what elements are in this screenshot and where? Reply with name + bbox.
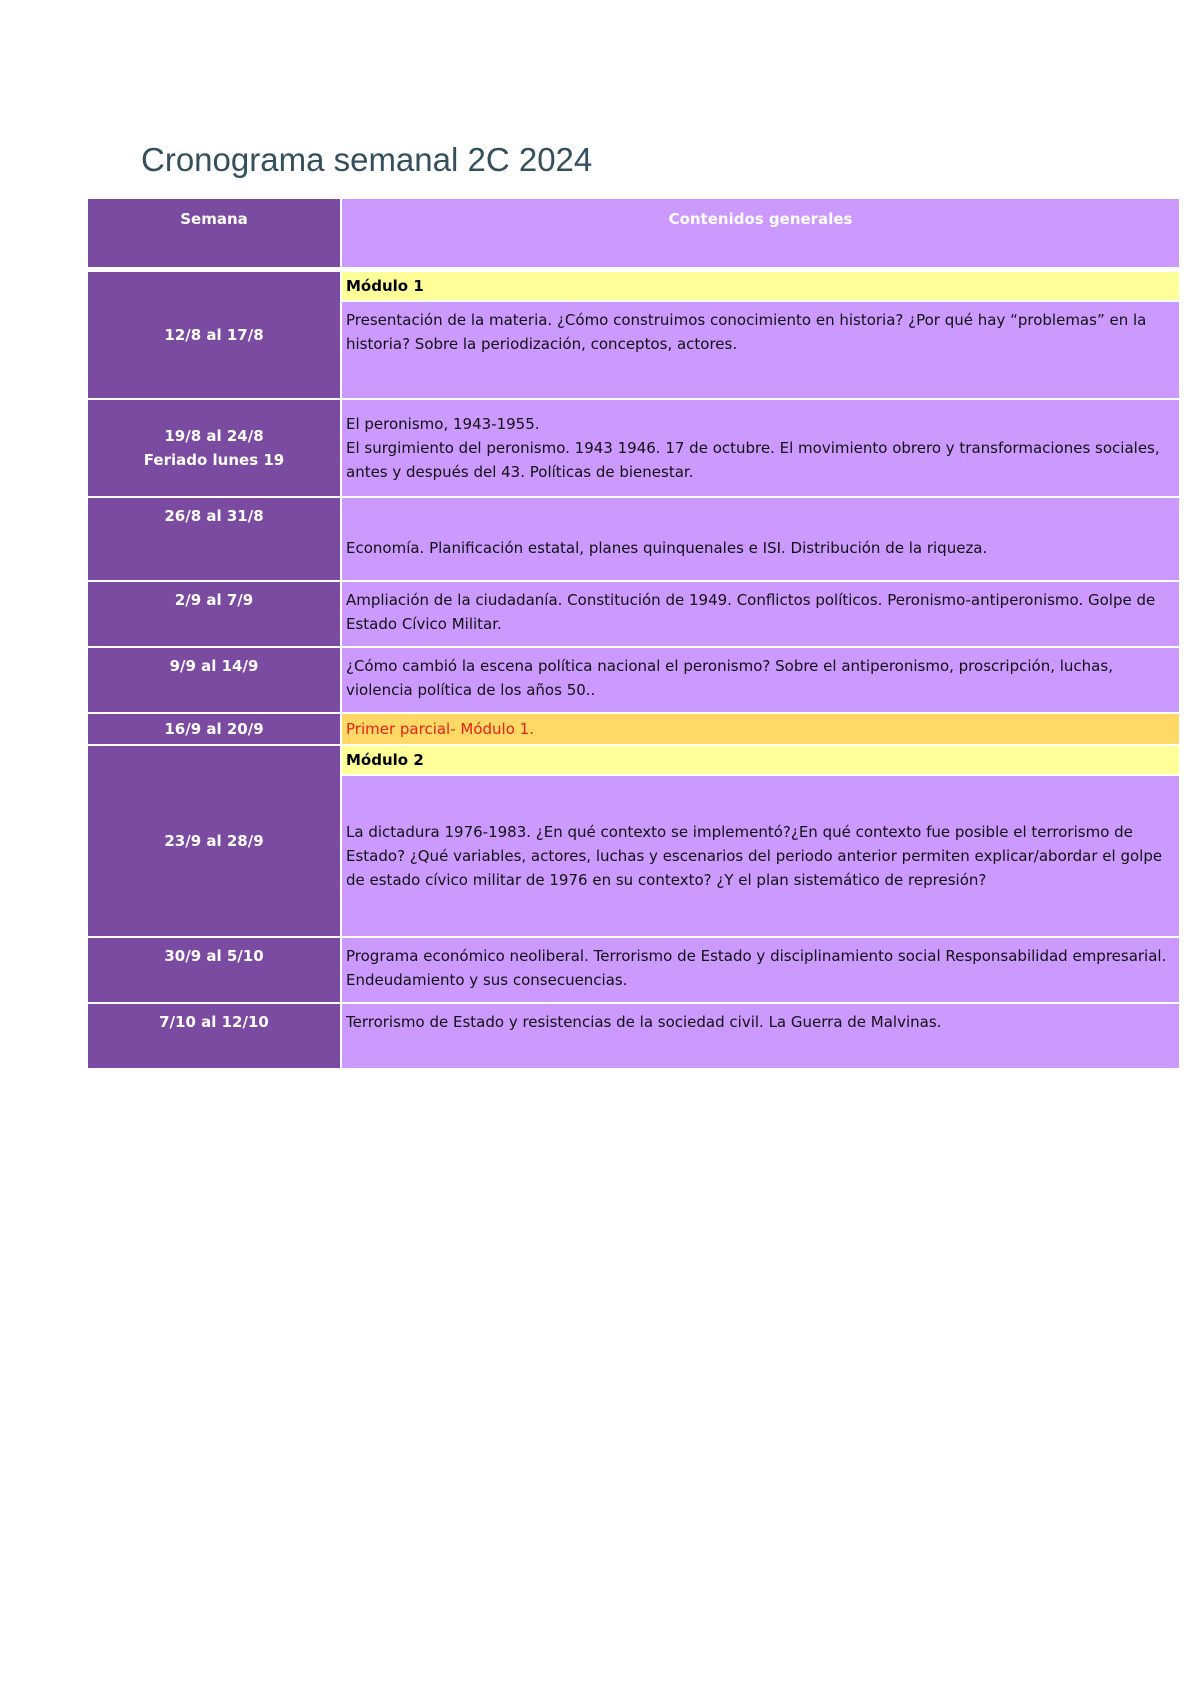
exam-cell: Primer parcial- Módulo 1. bbox=[341, 713, 1179, 745]
module-label: Módulo 2 bbox=[341, 745, 1179, 775]
content-cell: Economía. Planificación estatal, planes quinquenales e ISI. Distribución de la riqueza. bbox=[341, 497, 1179, 581]
content-cell: Presentación de la materia. ¿Cómo construimos conocimiento en historia? ¿Por qué hay “problemas” en la historia? Sobre la periodización, conceptos, actores. bbox=[341, 301, 1179, 399]
content-cell: ¿Cómo cambió la escena política nacional el peronismo? Sobre el antiperonismo, proscripción, luchas, violencia política de los años 50.. bbox=[341, 647, 1179, 713]
content-cell: La dictadura 1976-1983. ¿En qué contexto se implementó?¿En qué contexto fue posible el terrorismo de Estado? ¿Qué variables, actores, luchas y escenarios del periodo anterior permiten explicar/abordar el golpe de estado cívico militar de 1976 en su contexto? ¿Y el plan sistemático de represión? bbox=[341, 775, 1179, 937]
content-cell: Ampliación de la ciudadanía. Constitución de 1949. Conflictos políticos. Peronismo-antiperonismo. Golpe de Estado Cívico Militar. bbox=[341, 581, 1179, 647]
table-row bbox=[88, 399, 1179, 497]
table-row bbox=[88, 937, 1179, 1003]
content-cell bbox=[341, 399, 1179, 497]
week-dates: 19/8 al 24/8 bbox=[164, 427, 264, 445]
week-cell: 7/10 al 12/10 bbox=[88, 1003, 341, 1069]
table-header-row bbox=[88, 199, 1179, 270]
table-row bbox=[88, 647, 1179, 713]
week-cell: 16/9 al 20/9 bbox=[88, 713, 341, 745]
table-row bbox=[88, 497, 1179, 581]
week-cell: 9/9 al 14/9 bbox=[88, 647, 341, 713]
table-row bbox=[88, 1003, 1179, 1069]
content-cell: Terrorismo de Estado y resistencias de la sociedad civil. La Guerra de Malvinas. bbox=[341, 1003, 1179, 1069]
content-text: El surgimiento del peronismo. 1943 1946. 17 de octubre. El movimiento obrero y transformaciones sociales, antes y después del 43. Políticas de bienestar. bbox=[346, 439, 1160, 481]
table-row bbox=[88, 713, 1179, 745]
page-title: Cronograma semanal 2C 2024 bbox=[141, 141, 593, 178]
table-row bbox=[88, 745, 1179, 775]
schedule-table bbox=[88, 199, 1179, 1070]
week-cell: 2/9 al 7/9 bbox=[88, 581, 341, 647]
column-header-week: Semana bbox=[88, 199, 341, 270]
week-cell: 26/8 al 31/8 bbox=[88, 497, 341, 581]
content-cell: Programa económico neoliberal. Terrorismo de Estado y disciplinamiento social Responsabilidad empresarial. Endeudamiento y sus consecuencias. bbox=[341, 937, 1179, 1003]
week-note: Feriado lunes 19 bbox=[143, 451, 285, 469]
week-cell: 12/8 al 17/8 bbox=[88, 270, 341, 400]
table-row bbox=[88, 270, 1179, 302]
module-label: Módulo 1 bbox=[341, 270, 1179, 302]
content-heading: El peronismo, 1943-1955. bbox=[346, 415, 540, 433]
table-row bbox=[88, 581, 1179, 647]
week-cell: 23/9 al 28/9 bbox=[88, 745, 341, 937]
column-header-content: Contenidos generales bbox=[341, 199, 1179, 270]
week-cell bbox=[88, 399, 341, 497]
week-cell: 30/9 al 5/10 bbox=[88, 937, 341, 1003]
